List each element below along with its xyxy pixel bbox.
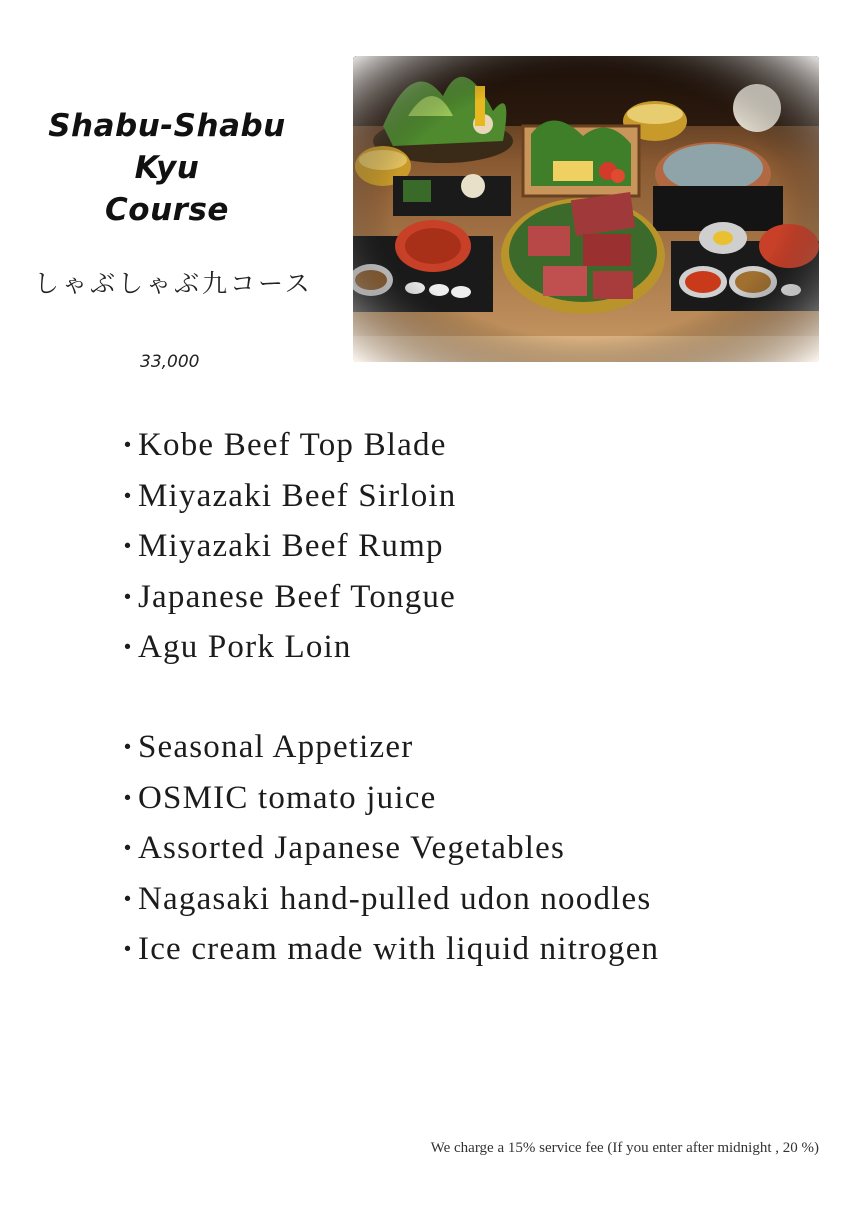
- japanese-course-title: しゃぶしゃぶ九コース: [34, 269, 313, 298]
- course-title-line-3: Course: [105, 192, 229, 228]
- list-item: · Japanese Beef Tongue: [122, 572, 456, 623]
- list-item: · Ice cream made with liquid nitrogen: [122, 924, 659, 975]
- meat-list: [122, 420, 456, 673]
- list-item: · Assorted Japanese Vegetables: [122, 823, 659, 874]
- course-title-line-2: Kyu: [134, 150, 200, 186]
- list-item: · Miyazaki Beef Rump: [122, 521, 456, 572]
- list-item: · Kobe Beef Top Blade: [122, 420, 456, 471]
- course-title: [22, 105, 312, 231]
- service-fee-note: We charge a 15% service fee (If you enter after midnight , 20 %): [430, 1140, 819, 1156]
- course-photo-illustration: [353, 56, 819, 362]
- list-item: · Seasonal Appetizer: [122, 722, 659, 773]
- course-price: 33,000: [140, 352, 200, 372]
- list-item: · Miyazaki Beef Sirloin: [122, 471, 456, 522]
- sides-list: [122, 722, 659, 975]
- course-title-line-1: Shabu-Shabu: [48, 108, 286, 144]
- list-item: · Nagasaki hand-pulled udon noodles: [122, 874, 659, 925]
- list-item: · OSMIC tomato juice: [122, 773, 659, 824]
- list-item: · Agu Pork Loin: [122, 622, 456, 673]
- course-photo: [353, 56, 819, 362]
